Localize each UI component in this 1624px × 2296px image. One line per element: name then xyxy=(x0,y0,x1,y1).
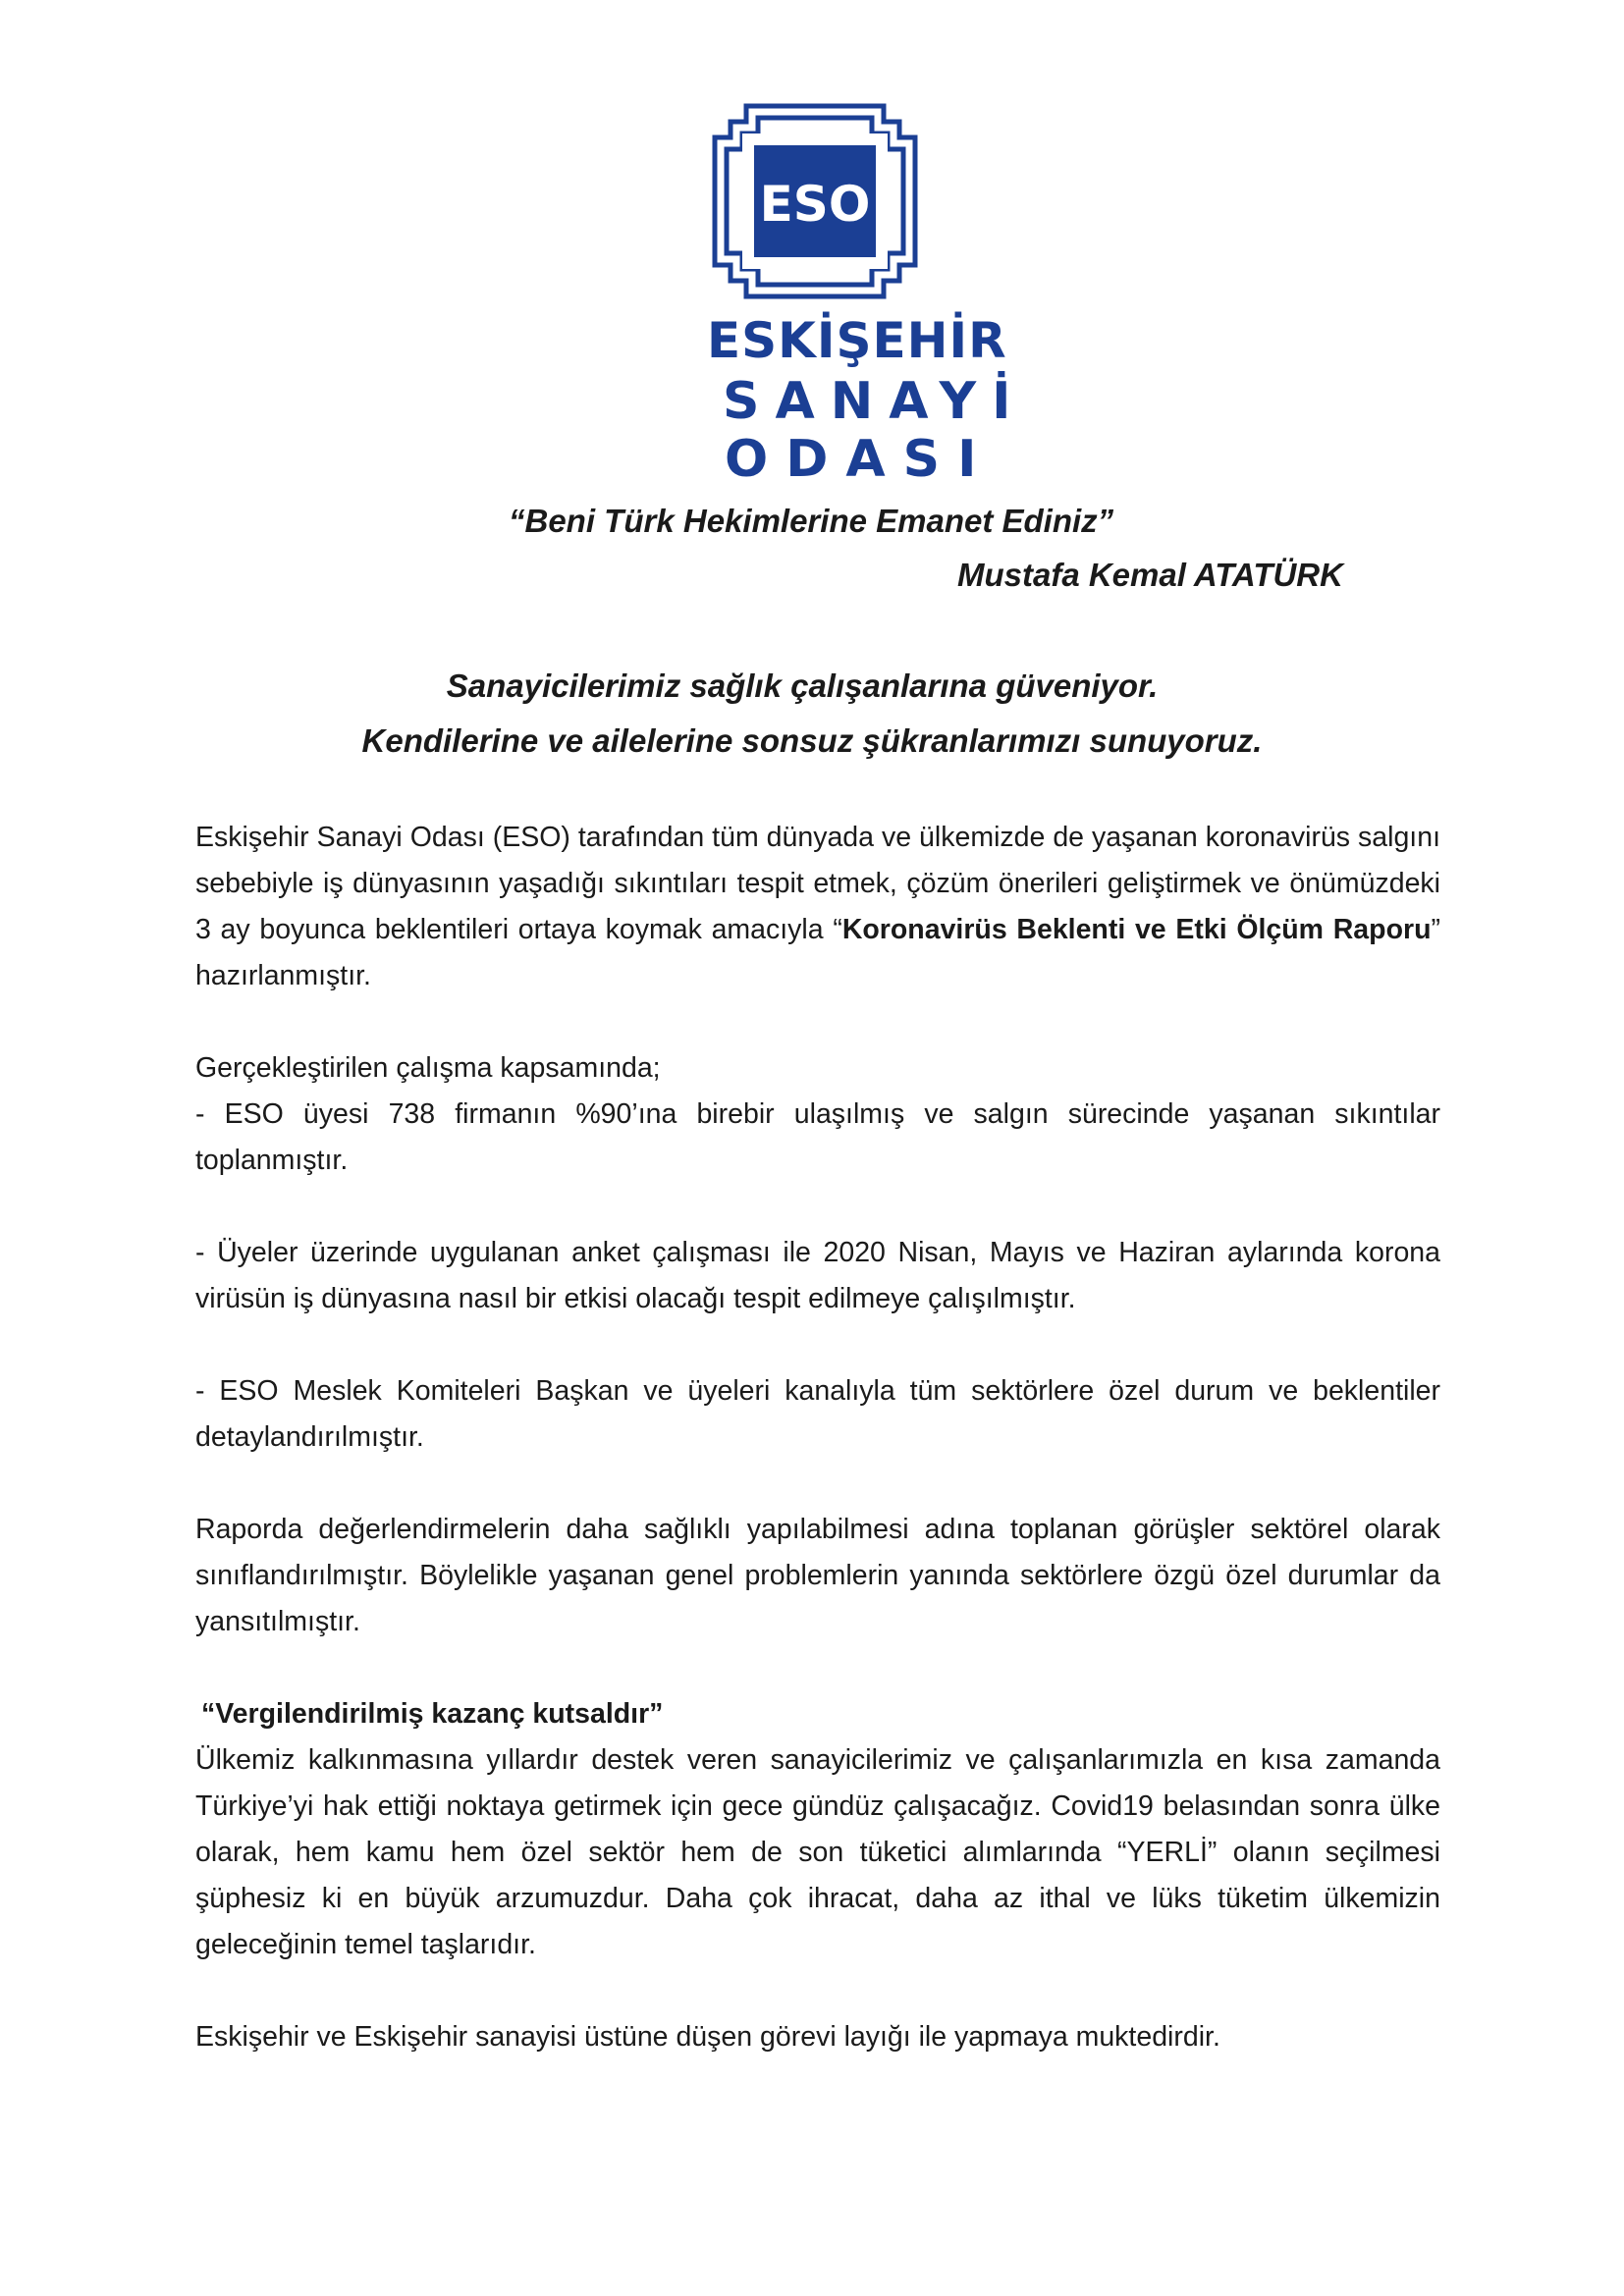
tax-heading: “Vergilendirilmiş kazanç kutsaldır” xyxy=(201,1698,664,1730)
thanks-line-1: Sanayicilerimiz sağlık çalışanlarına güveniyor. xyxy=(446,667,1159,704)
scope-item-1: - ESO üyesi 738 firmanın %90’ına birebir ulaşılmış ve salgın sürecinde yaşanan sıkıntılar toplanmıştır. xyxy=(195,1098,1440,1176)
eso-emblem-icon xyxy=(707,98,923,304)
scope-heading: Gerçekleştirilen çalışma kapsamında; xyxy=(195,1052,661,1084)
tax-paragraph: Ülkemiz kalkınmasına yıllardır destek veren sanayicilerimiz ve çalışanlarımızla en kısa zamanda Türkiye’yi hak ettiği noktaya getirmek için gece gündüz çalışacağız. Covid19 belasından sonra ülke olarak, hem kamu hem özel sektör hem de son tüketici alımlarında “YERLİ” olanın seçilmesi şüphesiz ki en büyük arzumuzdur. Daha çok ihracat, daha az ithal ve lüks tüketim ülkemizin geleceğinin temel taşlarıdır. xyxy=(195,1744,1440,1960)
closing-paragraph: Eskişehir ve Eskişehir sanayisi üstüne düşen görevi layığı ile yapmaya muktedirdir. xyxy=(195,2021,1220,2053)
logo-word-odasi: ODASI xyxy=(725,430,995,489)
scope-item-3: - ESO Meslek Komiteleri Başkan ve üyeleri kanalıyla tüm sektörlere özel durum ve beklentiler detaylandırılmıştır. xyxy=(195,1375,1440,1453)
scope-item-2: - Üyeler üzerinde uygulanan anket çalışması ile 2020 Nisan, Mayıs ve Haziran aylarında korona virüsün iş dünyasına nasıl bir etkisi olacağı tespit edilmeye çalışılmıştır. xyxy=(195,1237,1440,1314)
logo-word-eskisehir: ESKİŞEHİR xyxy=(707,312,1007,369)
report-paragraph: Raporda değerlendirmelerin daha sağlıklı yapılabilmesi adına toplanan görüşler sektörel olarak sınıflandırılmıştır. Böylelikle yaşanan genel problemlerin yanında sektörlere özgü özel durumlar da yansıtılmıştır. xyxy=(195,1514,1440,1637)
logo-badge-text: ESO xyxy=(759,176,871,233)
ataturk-quote: “Beni Türk Hekimlerine Emanet Ediniz” xyxy=(509,503,1114,539)
report-title: Koronavirüs Beklenti ve Etki Ölçüm Raporu xyxy=(841,914,1432,945)
logo-word-sanayi: SANAYİ xyxy=(723,372,1027,431)
intro-paragraph: Eskişehir Sanayi Odası (ESO) tarafından tüm dünyada ve ülkemizde de yaşanan koronavirüs salgını sebebiyle iş dünyasının yaşadığı sıkıntıları tespit etmek, çözüm önerileri geliştirmek ve önümüzdeki 3 ay boyunca beklentileri ortaya koymak amacıyla “Koronavirüs Beklenti ve Etki Ölçüm Raporu” hazırlanmıştır. xyxy=(195,822,1440,991)
quote-author: Mustafa Kemal ATATÜRK xyxy=(957,557,1343,593)
eso-logo xyxy=(707,98,1027,489)
thanks-line-2: Kendilerine ve ailelerine sonsuz şükranlarımızı sunuyoruz. xyxy=(361,722,1263,759)
document-body xyxy=(195,815,1440,2060)
